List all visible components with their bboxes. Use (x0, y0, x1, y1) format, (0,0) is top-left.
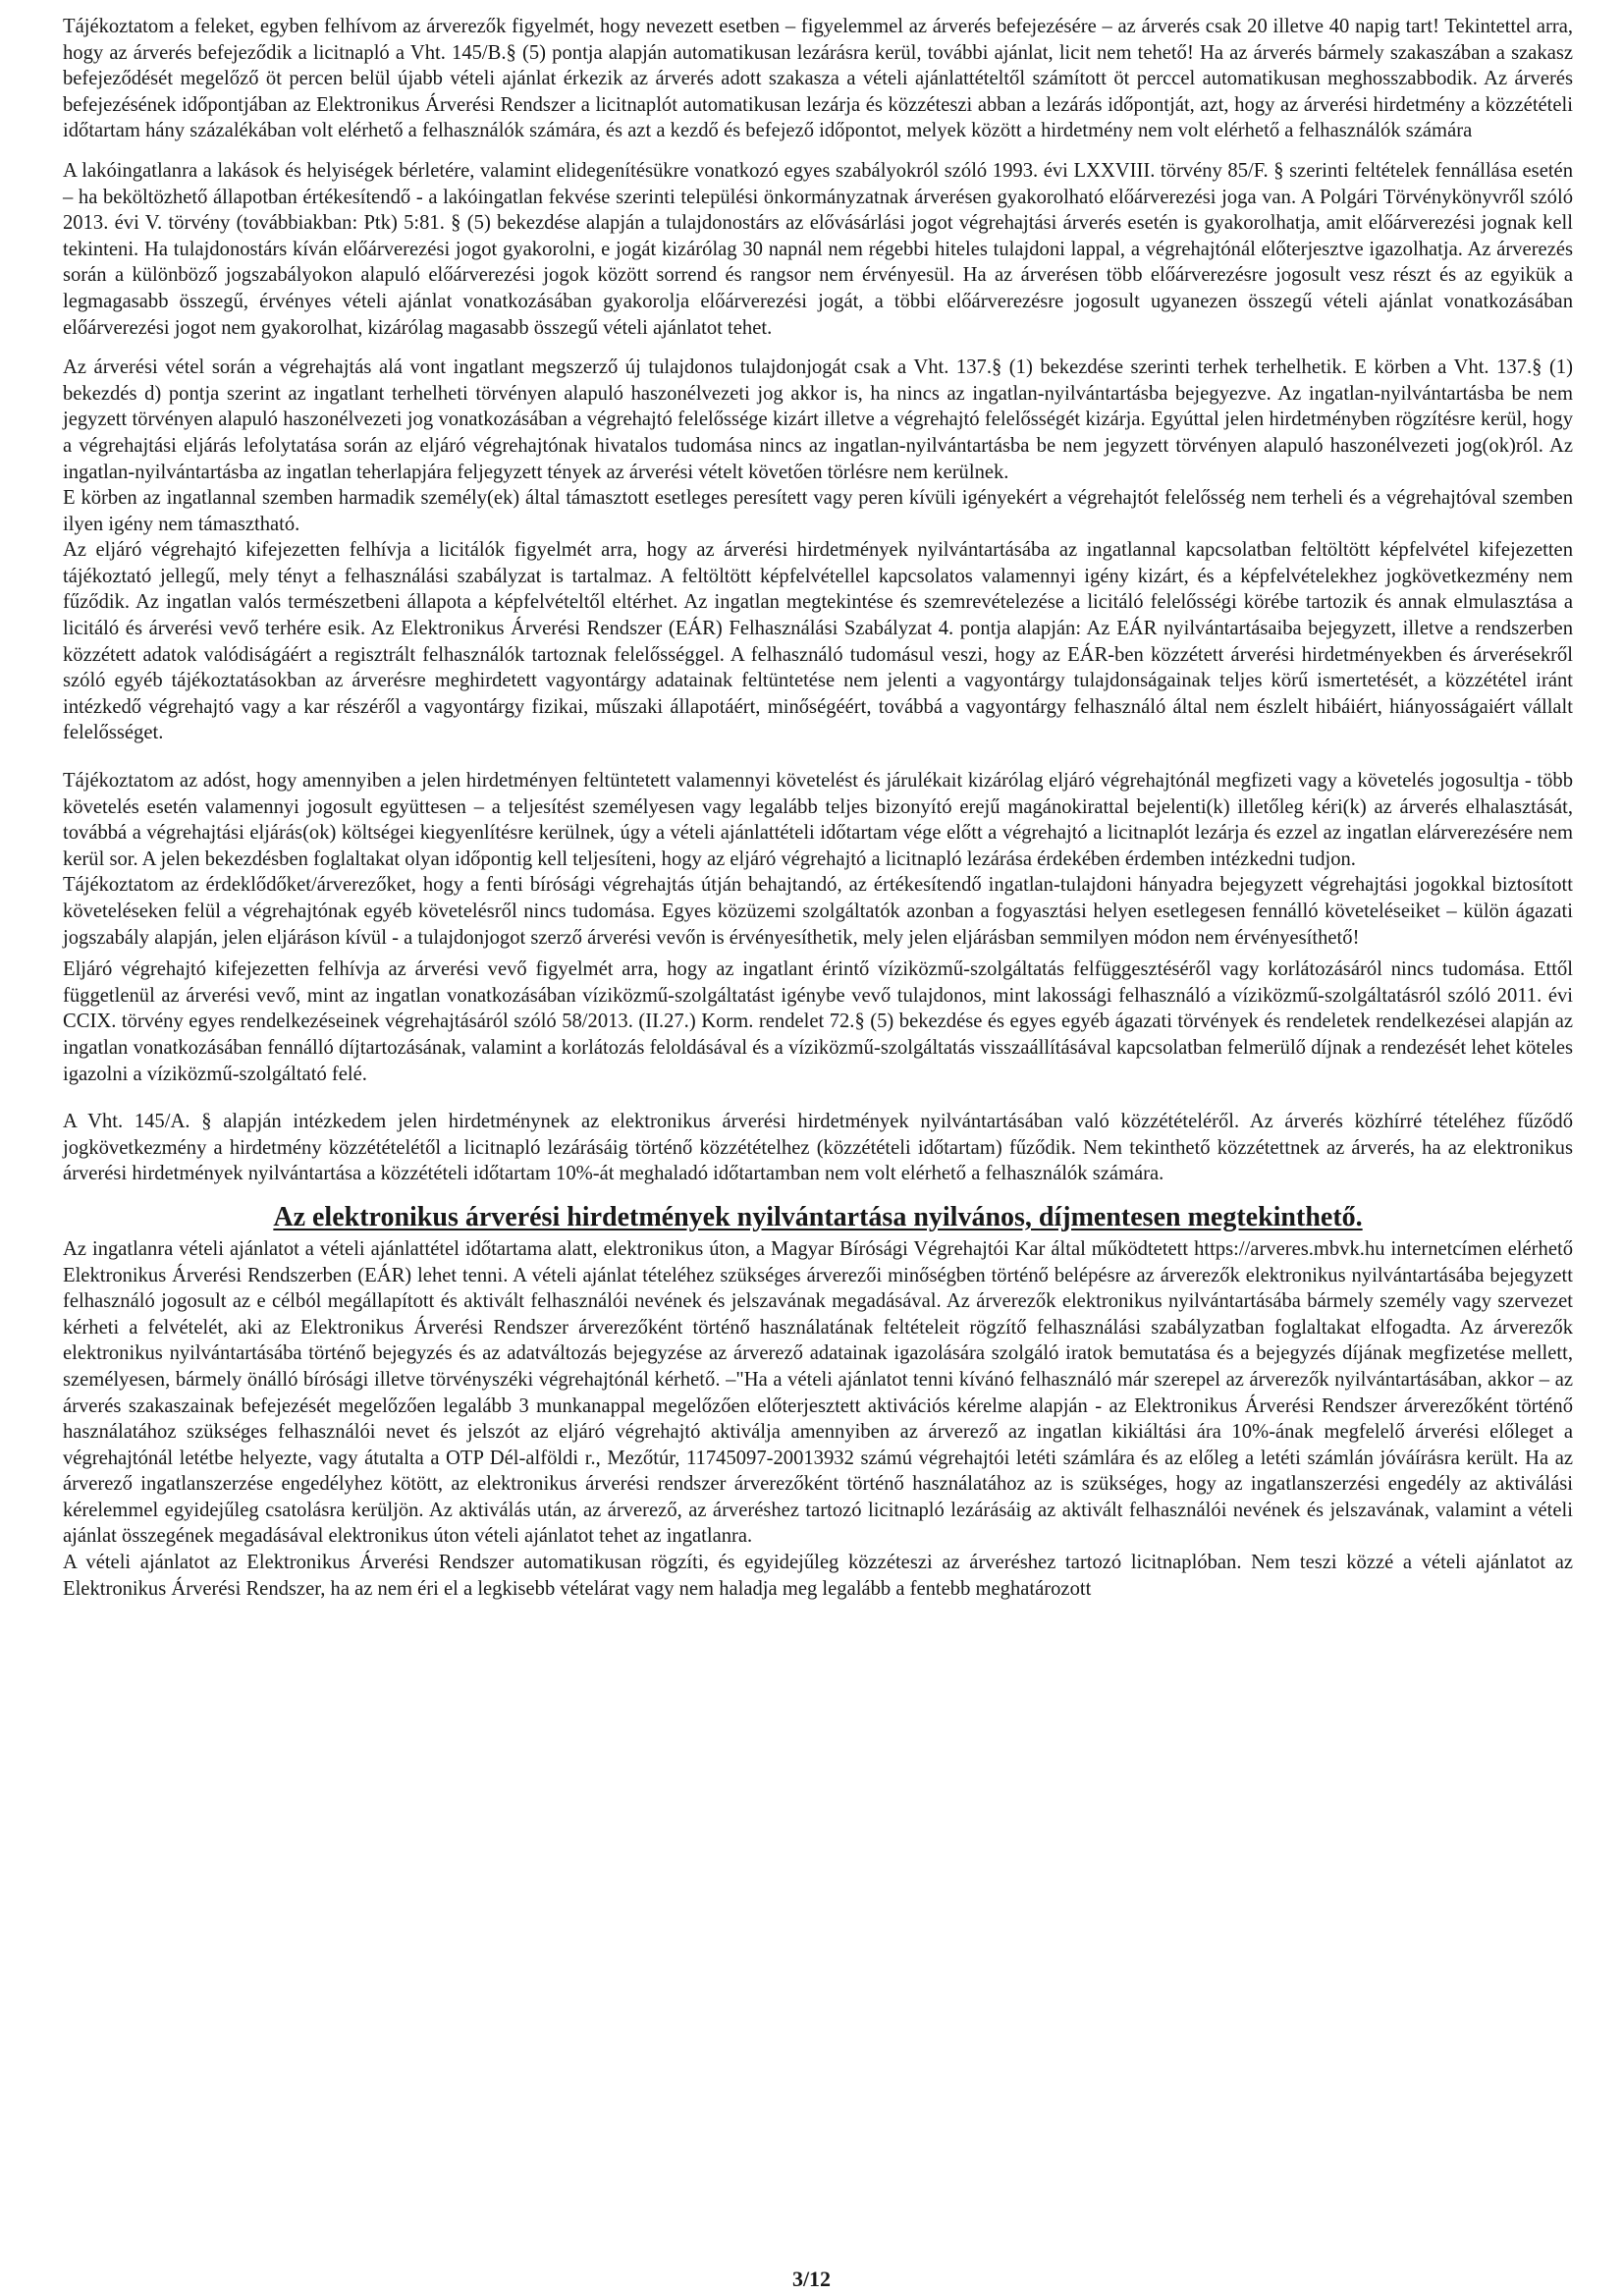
paragraph-bidding-procedure: Az ingatlanra vételi ajánlatot a vételi ajánlattétel időtartama alatt, elektronikus úton, a Magyar Bírósági Végrehajtói Kar által működtetett https://arveres.mbvk.hu internetcímen elérhető Elektronikus Árverési Rendszerben (EÁR) lehet tenni. A vételi ajánlat tételéhez szükséges árverezői minőségben történő belépésre az árverezők elektronikus nyilvántartásába bejegyzett felhasználó jogosult az e célból megállapított és aktivált felhasználói nevének és jelszavának megadásával. Az árverezők elektronikus nyilvántartásába bármely személy vagy szervezet kérheti a felvételét, aki az Elektronikus Árverési Rendszer árverezőként történő használatának feltételeit rögzítő felhasználási szabályzatban foglaltakat elfogadta. Az árverezők elektronikus nyilvántartásába történő bejegyzés és az adatváltozás bejegyzése az árverező adatainak igazolására szolgáló iratok bemutatása és a bejegyzés díjának megfizetése mellett, személyesen, bármely önálló bírósági illetve törvényszéki végrehajtónál kérhető. –"Ha a vételi ajánlatot tenni kívánó felhasználó már szerepel az árverezők nyilvántartásában, akkor – az árverés szakaszainak befejezését megelőzően legalább 3 munkanappal megelőzően előterjesztett aktivációs kérelme alapján - az Elektronikus Árverési Rendszer árverezőként történő használatához szükséges felhasználói nevet és jelszót az eljáró végrehajtó aktiválja amennyiben az árverező az ingatlan kikiáltási ára 10%-ának megfelelő árverési előleget a végrehajtónál letétbe helyezte, vagy átutalta a OTP Dél-alföldi r., Mezőtúr, 11745097-20013932 számú végrehajtói letéti számlára és az előleg a letéti számlán jóváírásra került. Ha az árverező ingatlanszerzése engedélyhez kötött, az elektronikus árverési rendszer árverezőként történő használatához az is szükséges, hogy az ingatlanszerzési engedély az aktiválási kérelemmel egyidejűleg csatolásra kerüljön. Az aktiválás után, az árverező, az árveréshez tartozó licitnapló lezárásáig az aktivált felhasználói nevének és jelszavának, valamint a vételi ajánlat összegének megadásával elektronikus úton vételi ajánlatot tehet az ingatlanra. (63, 1237, 1573, 1548)
document-page (63, 14, 1573, 1602)
paragraph-pre-auction-rights: A lakóingatlanra a lakások és helyiségek bérletére, valamint elidegenítésükre vonatkozó egyes szabályokról szóló 1993. évi LXXVIII. törvény 85/F. § szerinti feltételek fennállása esetén – ha beköltözhető állapotban értékesítendő - a lakóingatlan fekvése szerinti települési önkormányzatnak árverésen gyakorolható előárverezési joga van. A Polgári Törvénykönyvről szóló 2013. évi V. törvény (továbbiakban: Ptk) 5:81. § (5) bekezdése alapján a tulajdonostárs az elővásárlási jogot végrehajtási árverés esetén is gyakorolhatja, amit előárverezési jognak kell tekinteni. Ha tulajdonostárs kíván előárverezési jogot gyakorolni, e jogát kizárólag 30 napnál nem régebbi hiteles tulajdoni lappal, a végrehajtónál előterjesztve igazolhatja. Az árverezés során a különböző jogszabályokon alapuló előárverezési jogok között sorrend és rangsor nem érvényesül. Ha az árverésen több előárverezésre jogosult vesz részt és az egyikük a legmagasabb összegű, érvényes vételi ajánlat vonatkozásában gyakorolja előárverezési jogát, a többi előárverezésre jogosult ugyanezen összegű vételi ajánlat vonatkozásában előárverezési jogot nem gyakorolhat, kizárólag magasabb összegű vételi ajánlatot tehet. (63, 159, 1573, 339)
paragraph-debtor-notice: Tájékoztatom az adóst, hogy amennyiben a jelen hirdetményen feltüntetett valamennyi követelést és járulékait kizárólag eljáró végrehajtónál megfizeti vagy a követelés jogosultja - több követelés esetén valamennyi jogosult együttesen – a teljesítést személyesen vagy legalább teljes bizonyító erejű magánokirattal bejelenti(k) illetőleg kéri(k) az árverés elhalasztását, továbbá a végrehajtási eljárás(ok) költségei kiegyenlítésre kerülnek, úgy a vételi ajánlattételi időtartam vége előtt a végrehajtó a licitnaplót lezárja és ezzel az ingatlan elárverezésére nem kerül sor. A jelen bekezdésben foglaltakat olyan időpontig kell teljesíteni, hogy az eljáró végrehajtó a licitnapló lezárása érdekében érdemben intézkedni tudjon. (63, 770, 1573, 870)
paragraph-third-party-claims: E körben az ingatlannal szemben harmadik személy(ek) által támasztott esetleges peresített vagy peren kívüli igényekért a végrehajtót felelősség nem terheli és a végrehajtóval szemben ilyen igény nem támasztható. (63, 487, 1573, 535)
paragraph-auction-duration: Tájékoztatom a feleket, egyben felhívom az árverezők figyelmét, hogy nevezett esetben – figyelemmel az árverés befejezésére – az árverés csak 20 illetve 40 napig tart! Tekintettel arra, hogy az árverés befejeződik a licitnapló a Vht. 145/B.§ (5) pontja alapján automatikusan lezárásra kerül, további ajánlat, licit nem tehető! Ha az árverés bármely szakaszában a szakasz befejeződését megelőző öt percen belül újabb vételi ajánlat érkezik az árverés adott szakasza a vételi ajánlattételtől számított öt perccel automatikusan meghosszabbodik. Az árverés befejezésének időpontjában az Elektronikus Árverési Rendszer a licitnaplót automatikusan lezárja és közzéteszi abban a lezárás időpontját, azt, hogy az árverési hirdetmény a közzétételi időtartam hány százalékában volt elérhető a felhasználók számára, és azt a kezdő és befejező időpontot, melyek között a hirdetmény nem volt elérhető a felhasználók számára (63, 16, 1573, 142)
page-number: 3/12 (791, 2267, 832, 2291)
paragraph-encumbrances: Az árverési vétel során a végrehajtás alá vont ingatlant megszerző új tulajdonos tulajdonjogát csak a Vht. 137.§ (1) bekezdése szerinti terhek terhelhetik. E körben a Vht. 137.§ (1) bekezdés d) pontja szerint az ingatlant terhelheti törvényen alapuló haszonélvezeti jog akkor is, ha nincs az ingatlan-nyilvántartásba bejegyezve. Az ingatlan-nyilvántartásba be nem jegyzett törvényen alapuló haszonélvezeti jog vonatkozásában a végrehajtó felelőssége kizárt illetve a végrehajtó felelősségét kizárja. Egyúttal jelen hirdetményben rögzítésre kerül, hogy a végrehajtási eljárás lefolytatása során az eljáró végrehajtónak hivatalos tudomása nincs az ingatlan-nyilvántartásba be nem jegyzett törvényen alapuló haszonélvezeti jog(ok)ról. Az ingatlan-nyilvántartásba az ingatlan teherlapjára feljegyzett tények az árverési vételt követően törlésre nem kerülnek. (63, 356, 1573, 483)
paragraph-publication: A Vht. 145/A. § alapján intézkedem jelen hirdetménynek az elektronikus árverési hirdetmények nyilvántartásában való közzétételéről. Az árverés közhírré tételéhez fűződő jogkövetkezmény a hirdetmény közzétételétől a licitnapló lezárásáig történő közzétételhez (közzétételi időtartam) fűződik. Nem tekinthető közzétettnek az árverés, ha az elektronikus árverési hirdetmények nyilvántartása a közzétételi időtartam 10%-át meghaladó időtartamban nem volt elérhető a felhasználók számára. (63, 1111, 1573, 1185)
section-heading: Az elektronikus árverési hirdetmények nyilvántartása nyilvános, díjmentesen megtekinthető. (273, 1201, 1363, 1232)
paragraph-water-service: Eljáró végrehajtó kifejezetten felhívja az árverési vevő figyelmét arra, hogy az ingatlant érintő víziközmű-szolgáltatás felfüggesztéséről vagy korlátozásáról nincs tudomása. Ettől függetlenül az árverési vevő, mint az ingatlan vonatkozásában víziközmű-szolgáltatást igénybe vevő tulajdonos, mint lakossági felhasználó a víziközmű-szolgáltatásról szóló 2011. évi CCIX. törvény egyes rendelkezéseinek végrehajtásáról szóló 58/2013. (II.27.) Korm. rendelet 72.§ (5) bekezdése és egyes egyéb ágazati törvények és rendeletek rendelkezései alapján az ingatlan vonatkozásában fennálló díjtartozásának, valamint a korlátozás feloldásával és a víziközmű-szolgáltatás visszaállításával kapcsolatban felmerülő díjnak a rendezését lehet köteles igazolni a víziközmű-szolgáltató felé. (63, 958, 1573, 1085)
paragraph-utility-claims: Tájékoztatom az érdeklődőket/árverezőket, hogy a fenti bírósági végrehajtás útján behajtandó, az értékesítendő ingatlan-tulajdoni hányadra bejegyzett végrehajtási jogokkal biztosított követeléseken felül a végrehajtónak egyéb követelésről nincs tudomása. Egyes közüzemi szolgáltatók azonban a fogyasztási helyen esetlegesen fennálló követeléseiket – külön ágazati jogszabály alapján, jelen eljáráson kívül - a tulajdonjogot szerző árverési vevőn is érvényesíthetik, mely jelen eljárásban semmilyen módon nem érvényesíthető! (63, 874, 1573, 949)
paragraph-bid-recording: A vételi ajánlatot az Elektronikus Árverési Rendszer automatikusan rögzíti, és egyidejűleg közzéteszi az árveréshez tartozó licitnaplóban. Nem teszi közzé a vételi ajánlatot az Elektronikus Árverési Rendszer, ha az nem éri el a legkisebb vételárat vagy nem haladja meg legalább a fentebb meghatározott (63, 1552, 1573, 1600)
paragraph-photo-disclaimer: Az eljáró végrehajtó kifejezetten felhívja a licitálók figyelmét arra, hogy az árverési hirdetmények nyilvántartásába az ingatlannal kapcsolatban feltöltött képfelvétel kifejezetten tájékoztató jellegű, mely tényt a felhasználási szabályzat is tartalmaz. A feltöltött képfelvétellel kapcsolatos valamennyi igény kizárt, és a képfelvételekhez jogkövetkezmény nem fűződik. Az ingatlan valós természetbeni állapota a képfelvételtől eltérhet. Az ingatlan megtekintése és szemrevételezése a licitáló felelősségi körébe tartozik és annak elmulasztása a licitáló és árverési vevő terhére esik. Az Elektronikus Árverési Rendszer (EÁR) Felhasználási Szabályzat 4. pontja alapján: Az EÁR nyilvántartásaiba bejegyzett, illetve a rendszerben közzétett adatok valódiságáért a regisztrált felhasználók tartoznak felelősséggel. A felhasználó tudomásul veszi, hogy az EÁR-ben közzétett árverési hirdetményekben és árverésekről szóló egyéb tájékoztatásokban az árverésre meghirdetett vagyontárgy adatainak feltüntetése nem jelenti a vagyontárgy tulajdonságainak teljes körű ismertetését, a közzététel iránt intézkedő végrehajtó vagy a kar részéről a vagyontárgy fizikai, műszaki állapotáért, minőségéért, továbbá a vagyontárgy felhasználó által nem észlelt hibáiért, hiányosságaiért vállalt felelősséget. (63, 539, 1573, 744)
